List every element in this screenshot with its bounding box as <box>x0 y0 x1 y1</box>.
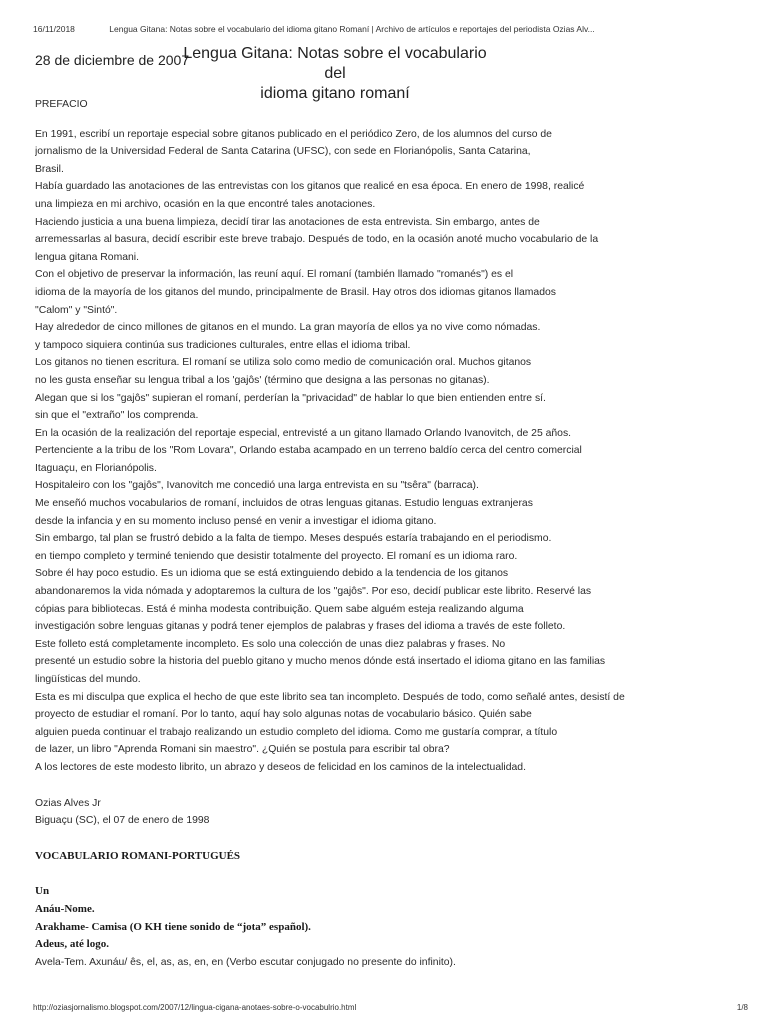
preface-line: una limpieza en mi archivo, ocasión en la que encontré tales anotaciones. <box>35 198 376 210</box>
vocabulary-entry: Anáu-Nome. <box>35 902 95 915</box>
preface-line: Esta es mi disculpa que explica el hecho de que este librito sea tan incompleto. Después de todo, como señalé antes, desistí de <box>35 691 625 703</box>
preface-line: "Calom" y "Sintó". <box>35 304 118 316</box>
preface-line: no les gusta enseñar su lengua tribal a los 'gajôs' (término que designa a las personas no gitanas). <box>35 374 490 386</box>
print-footer <box>33 1003 748 1012</box>
preface-line: Este folleto está completamente incompleto. Es solo una colección de unas diez palabras y frases. No <box>35 638 506 650</box>
preface-line: Había guardado las anotaciones de las entrevistas con los gitanos que realicé en esa época. En enero de 1998, realicé <box>35 181 585 193</box>
post-title-line-2: idioma gitano romaní <box>260 85 410 102</box>
preface-line: alguien pueda continuar el trabajo realizando un estudio completo del idioma. Como me gustaría comprar, a título <box>35 726 558 738</box>
preface-line: Itaguaçu, en Florianópolis. <box>35 462 157 474</box>
post-title-line-1: Lengua Gitana: Notas sobre el vocabulario del <box>183 45 487 82</box>
preface-line: En 1991, escribí un reportaje especial sobre gitanos publicado en el periódico Zero, de los alumnos del curso de <box>35 128 552 140</box>
preface-line: Brasil. <box>35 163 64 175</box>
preface-line: presenté un estudio sobre la historia del pueblo gitano y mucho menos dónde está insertado el idioma gitano en las familias <box>35 656 606 668</box>
preface-line: Hay alrededor de cinco millones de gitanos en el mundo. La gran mayoría de ellos ya no vive como nómadas. <box>35 322 541 334</box>
preface-line: jornalismo de la Universidad Federal de Santa Catarina (UFSC), con sede en Florianópolis, Santa Catarina, <box>35 146 531 158</box>
preface-text <box>35 126 735 777</box>
preface-line: investigación sobre lenguas gitanas y podrá tener ejemplos de palabras y frases del idioma a través de este folleto. <box>35 621 566 633</box>
preface-line: idioma de la mayoría de los gitanos del mundo, principalmente de Brasil. Hay otros dos idiomas gitanos llamados <box>35 286 556 298</box>
post-date: 28 de diciembre de 2007 <box>35 52 190 68</box>
vocabulary-entry: Un <box>35 885 50 898</box>
preface-line: cópias para bibliotecas. Está é minha modesta contribuição. Quem sabe alguém esteja realizando alguma <box>35 603 524 615</box>
preface-line: Hospitaleiro con los "gajôs", Ivanovitch me concedió una larga entrevista en su "tsêra" (barraca). <box>35 480 479 492</box>
preface-line: Me enseñó muchos vocabularios de romaní, incluidos de otras lenguas gitanas. Estudio lenguas extranjeras <box>35 498 533 510</box>
preface-line: En la ocasión de la realización del reportaje especial, entrevisté a un gitano llamado Orlando Ivanovitch, de 25 años. <box>35 427 572 439</box>
preface-line: Pertenciente a la tribu de los "Rom Lovara", Orlando estaba acampado en un terreno baldío cerca del centro comercial <box>35 445 582 457</box>
preface-line: Con el objetivo de preservar la información, las reuní aquí. El romaní (también llamado "romanés") es el <box>35 269 514 281</box>
preface-line: lingüísticas del mundo. <box>35 674 141 685</box>
preface-line: Sobre él hay poco estudio. Es un idioma que se está extinguiendo debido a la tendencia de los gitanos <box>35 568 509 580</box>
preface-line: Los gitanos no tienen escritura. El romaní se utiliza solo como medio de comunicación oral. Muchos gitanos <box>35 357 532 369</box>
preface-line: abandonaremos la vida nómada y adoptaremos la cultura de los "gajôs". Por eso, decidí publicar este librito. Reservé las <box>35 586 592 598</box>
preface-line: A los lectores de este modesto librito, un abrazo y deseos de felicidad en los caminos de la intelectualidad. <box>35 761 526 773</box>
preface-line: y tampoco siquiera continúa sus tradiciones culturales, entre ellas el idioma tribal. <box>35 339 411 351</box>
preface-line: Sin embargo, tal plan se frustró debido a la falta de tiempo. Meses después estaría trabajando en el periodismo. <box>35 533 552 545</box>
preface-line: arremessarlas al basura, decidí escribir este breve trabajo. Después de todo, en la ocasión anoté mucho vocabulario de la <box>35 234 599 246</box>
preface-heading: PREFACIO <box>35 99 88 110</box>
vocabulary-heading: VOCABULARIO ROMANI-PORTUGUÉS <box>35 849 241 862</box>
post-header <box>35 44 735 102</box>
post-title <box>175 44 495 104</box>
vocabulary-entry: Arakhame- Camisa (O KH tiene sonido de “jota” español). <box>35 920 311 933</box>
preface-line: en tiempo completo y terminé teniendo que desistir totalmente del proyecto. El romaní es un idioma raro. <box>35 550 518 562</box>
print-page-title: Lengua Gitana: Notas sobre el vocabulario del idioma gitano Romaní | Archivo de artículos e reportajes del periodista Ozias Alv... <box>109 24 595 34</box>
print-date: 16/11/2018 <box>33 24 75 34</box>
article-body <box>35 96 735 971</box>
preface-line: desde la infancia y en su momento incluso pensé en venir a investigar el idioma gitano. <box>35 515 437 527</box>
preface-line: sin que el "extraño" los comprenda. <box>35 410 199 422</box>
page-number: 1/8 <box>736 1003 748 1012</box>
signature-name: Ozias Alves Jr <box>35 797 101 809</box>
footer-url: http://oziasjornalismo.blogspot.com/2007/12/lingua-cigana-anotaes-sobre-o-vocabulrio.html <box>33 1003 357 1012</box>
vocabulary-entry-plain: Avela-Tem. Axunáu/ ês, el, as, as, en, en (Verbo escutar conjugado no presente do infinito). <box>35 956 456 968</box>
print-header <box>33 24 748 34</box>
signature-place-date: Biguaçu (SC), el 07 de enero de 1998 <box>35 815 210 827</box>
preface-line: lengua gitana Romani. <box>35 251 139 263</box>
preface-line: proyecto de estudiar el romaní. Por lo tanto, aquí hay solo algunas notas de vocabulario básico. Quién sabe <box>35 709 532 721</box>
preface-line: Haciendo justicia a una buena limpieza, decidí tirar las anotaciones de esta entrevista. Sin embargo, antes de <box>35 216 540 228</box>
preface-line: Alegan que si los "gajôs" supieran el romaní, perderían la "privacidad" de hablar lo que bien entienden entre sí. <box>35 392 546 404</box>
preface-line: de lazer, un libro "Aprenda Romani sin maestro". ¿Quién se postula para escribir tal obra? <box>35 744 450 756</box>
vocabulary-entry: Adeus, até logo. <box>35 938 109 951</box>
